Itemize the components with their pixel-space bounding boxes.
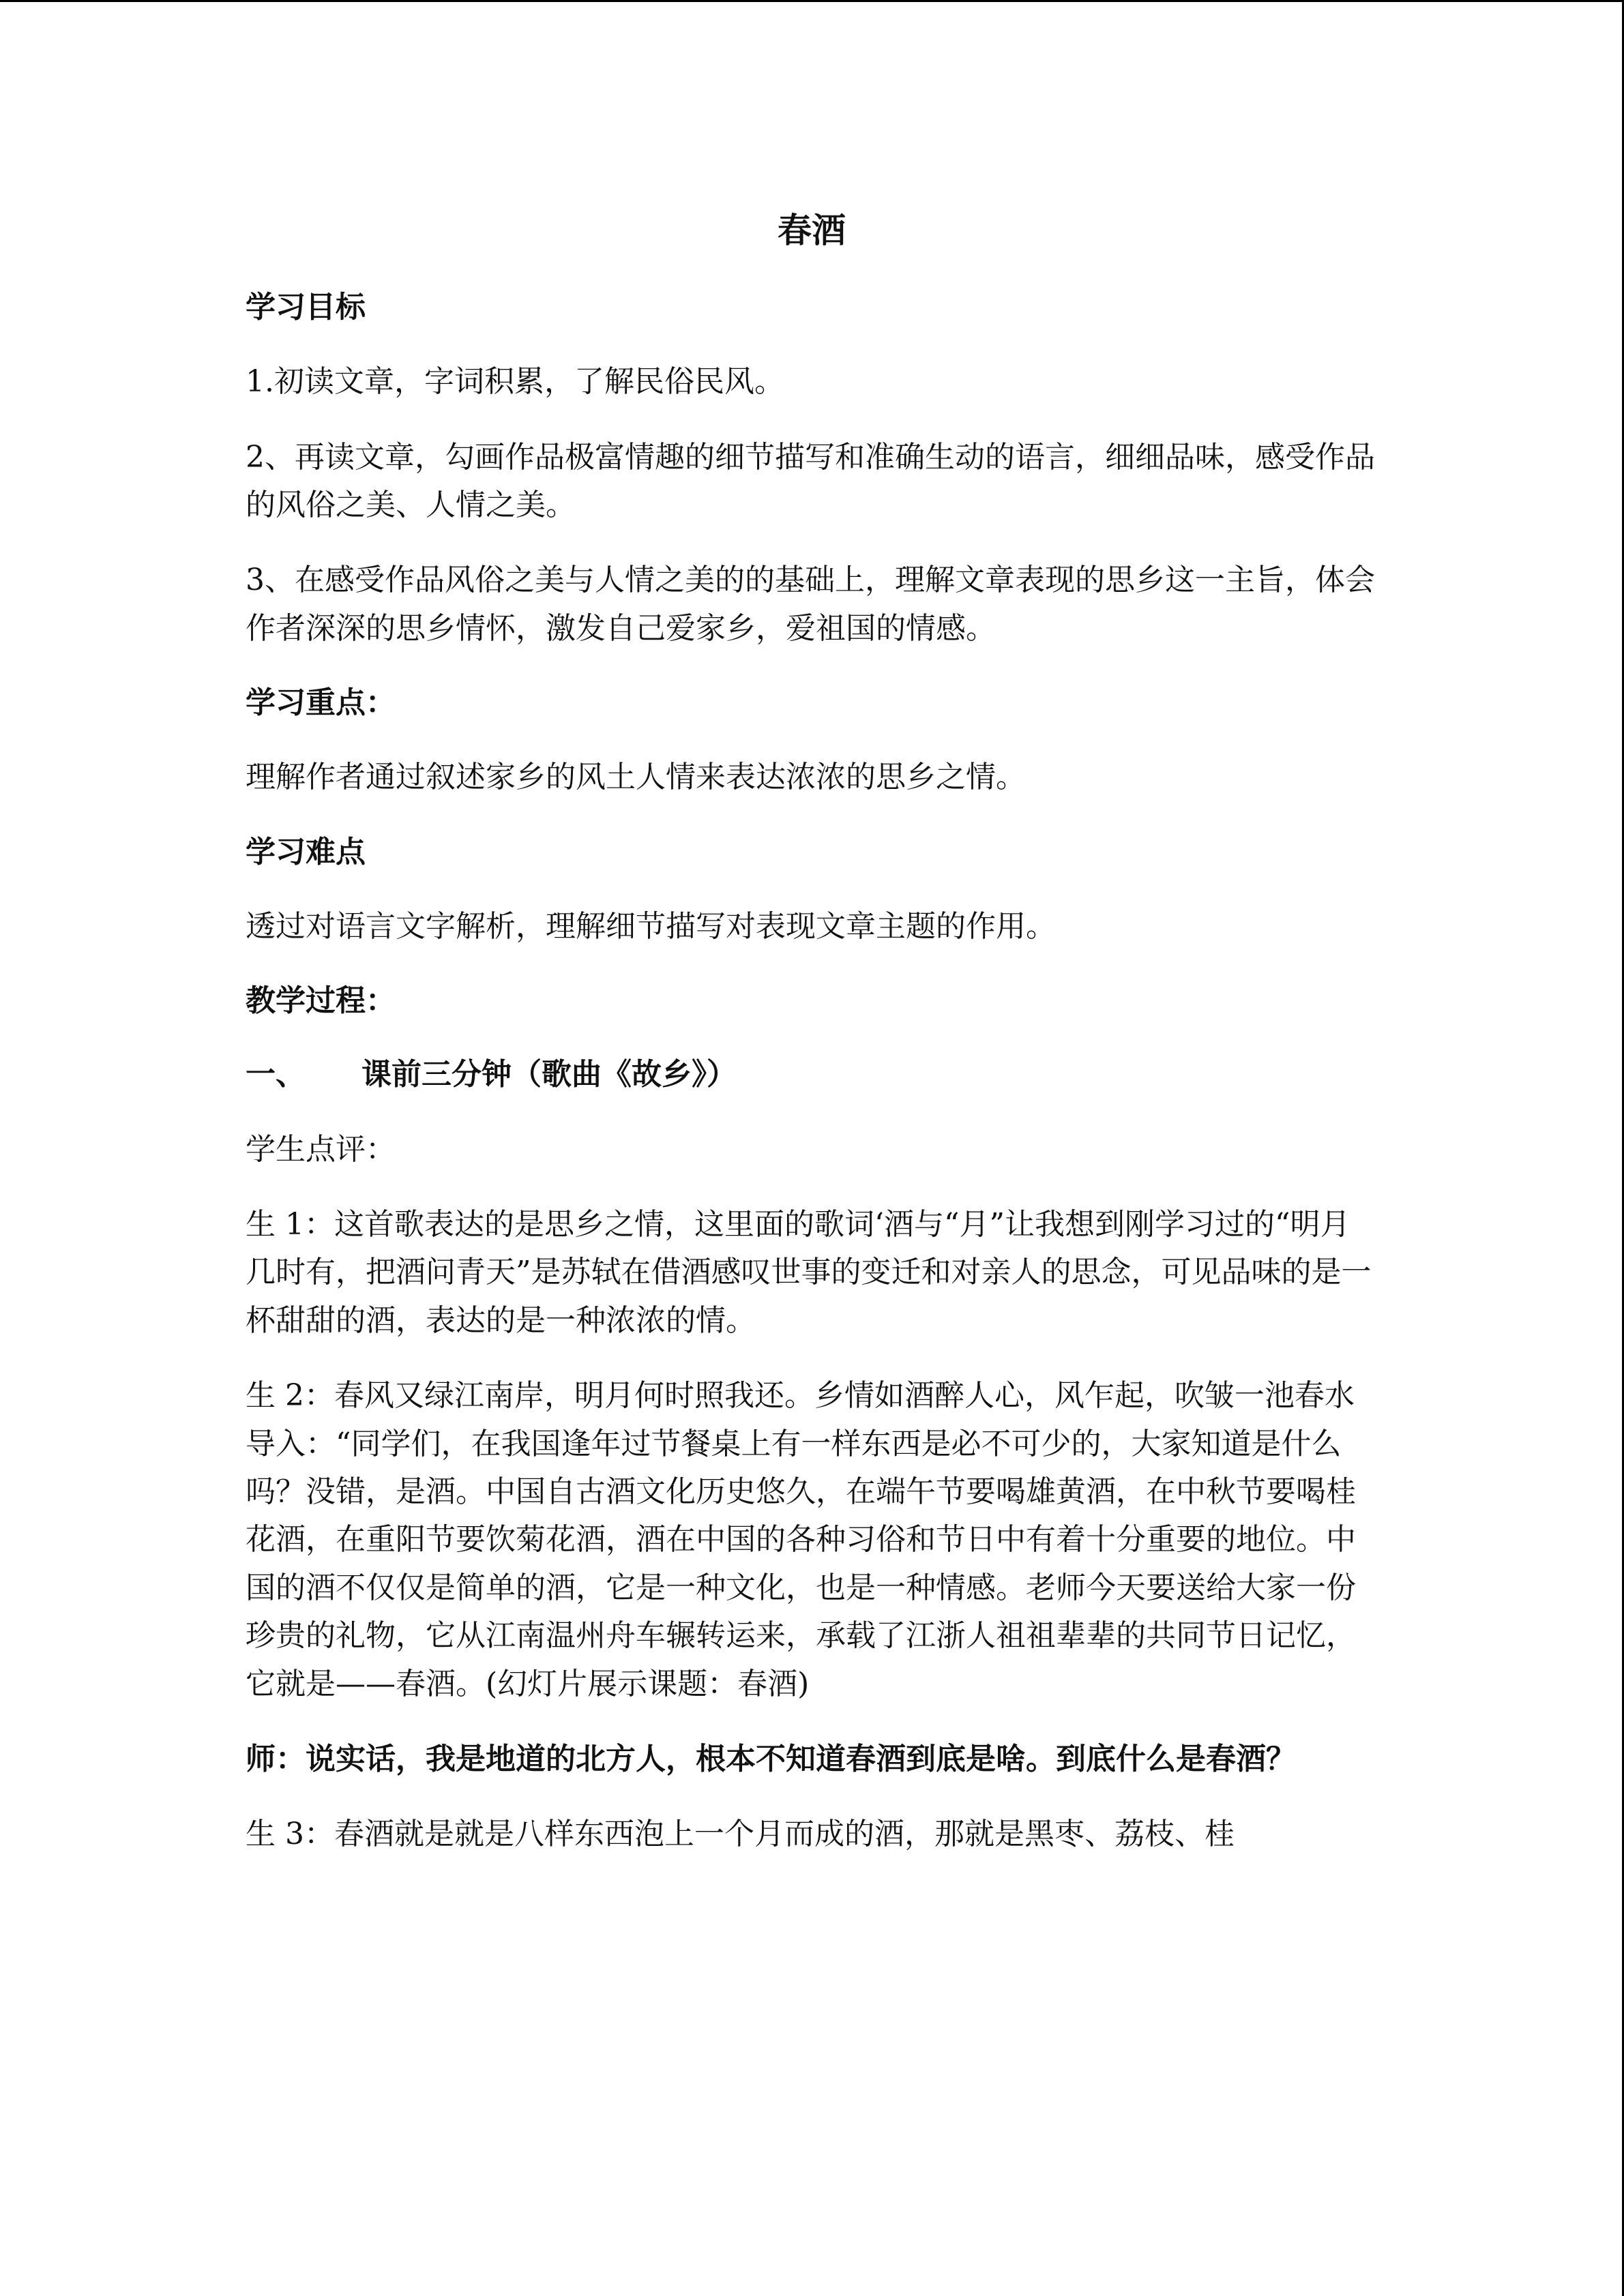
document-title: 春酒 <box>778 211 846 250</box>
section-1-title: 课前三分钟（歌曲《故乡》） <box>361 1057 737 1092</box>
student-comment-label: 学生点评： <box>246 1131 396 1167</box>
student-1-response: 生 1：这首歌表达的是思乡之情，这里面的歌词‘酒与“月”让我想到刚学习过的“明月几时有，把酒问青天”是苏轼在借酒感叹世事的变迁和对亲人的思念，可见品味的是一杯甜甜的酒，表达的是一种浓浓的情。 <box>246 1207 1372 1338</box>
objective-3: 3、在感受作品风俗之美与人情之美的的基础上，理解文章表现的思乡这一主旨，体会作者深深的思乡情怀，激发自己爱家乡，爱祖国的情感。 <box>246 563 1375 646</box>
student-3-response: 生 3：春酒就是就是八样东西泡上一个月而成的酒，那就是黑枣、荔枝、桂 <box>246 1817 1235 1852</box>
student-2-response: 生 2：春风又绿江南岸，明月何时照我还。乡情如酒醉人心，风乍起，吹皱一池春水 <box>246 1378 1355 1414</box>
teacher-question: 师：说实话，我是地道的北方人，根本不知道春酒到底是啥。到底什么是春酒？ <box>246 1741 1296 1776</box>
difficulties-heading: 学习难点 <box>246 834 366 869</box>
objective-2: 2、再读文章，勾画作品极富情趣的细节描写和准确生动的语言，细细品味，感受作品的风俗之美、人情之美。 <box>246 439 1375 522</box>
key-points-text: 理解作者通过叙述家乡的风土人情来表达浓浓的思乡之情。 <box>246 760 1026 795</box>
objectives-heading: 学习目标 <box>246 290 366 325</box>
document-body <box>246 207 1378 1886</box>
section-1-number: 一、 <box>246 1057 306 1092</box>
section-1-heading <box>246 1052 1378 1098</box>
key-points-heading: 学习重点： <box>246 685 396 721</box>
intro-paragraph: 导入：“同学们，在我国逢年过节餐桌上有一样东西是必不可少的，大家知道是什么吗？没错，是酒。中国自古酒文化历史悠久，在端午节要喝雄黄酒，在中秋节要喝桂花酒，在重阳节要饮菊花酒，酒在中国的各种习俗和节日中有着十分重要的地位。中国的酒不仅仅是简单的酒，它是一种文化，也是一种情感。老师今天要送给大家一份珍贵的礼物，它从江南温州舟车辗转运来，承载了江浙人祖祖辈辈的共同节日记忆，它就是——春酒。(幻灯片展示课题：春酒) <box>246 1426 1356 1701</box>
process-heading: 教学过程： <box>246 983 396 1019</box>
difficulties-text: 透过对语言文字解析，理解细节描写对表现文章主题的作用。 <box>246 908 1056 944</box>
objective-1: 1.初读文章，字词积累，了解民俗民风。 <box>246 364 784 400</box>
